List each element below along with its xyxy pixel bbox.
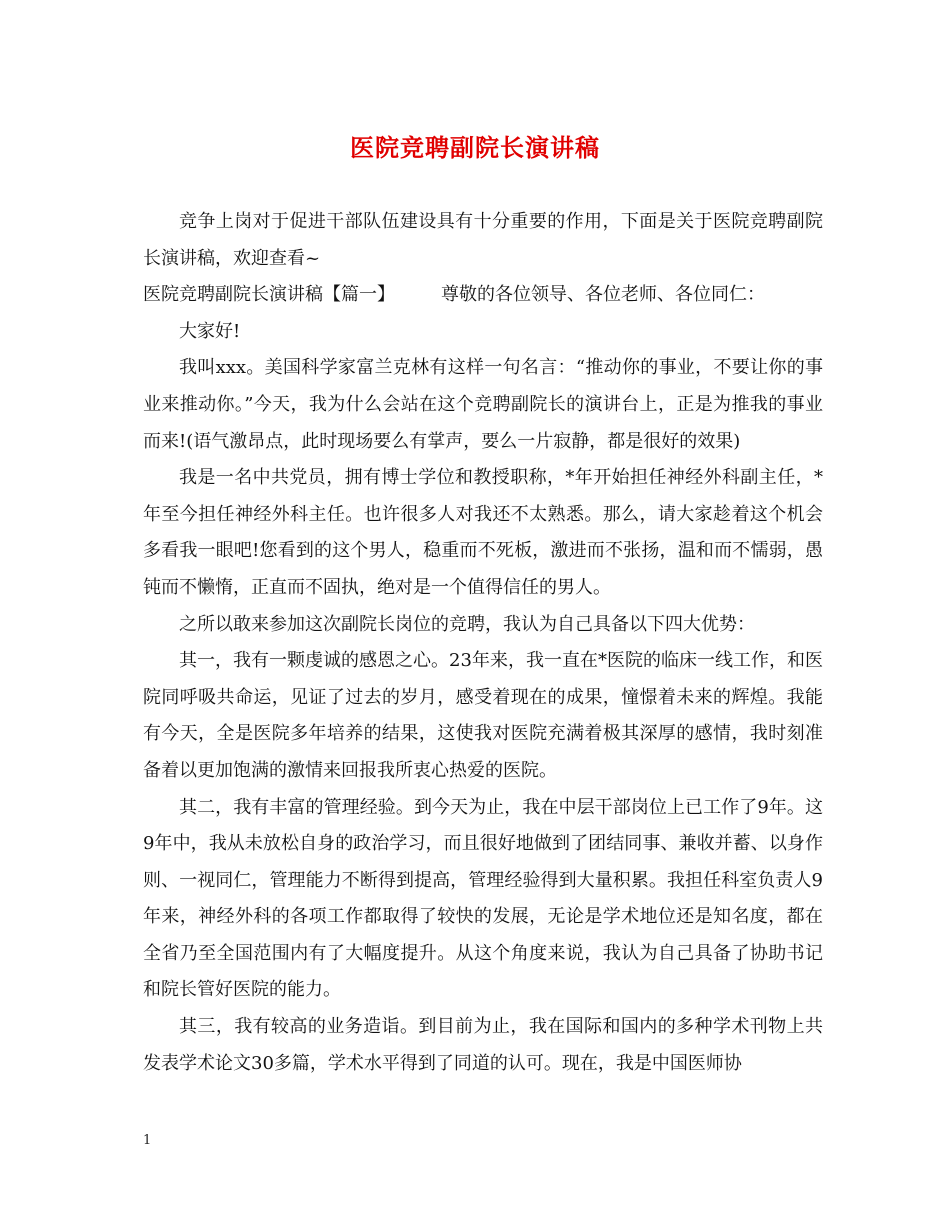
paragraph-introduction: 我叫xxx。美国科学家富兰克林有这样一句名言：“推动你的事业，不要让你的事业来推动你。”今天，我为什么会站在这个竞聘副院长的演讲台上，正是为推我的事业而来!(语气激昂点，此时现场要么有掌声，要么一片寂静，都是很好的效果) [143,357,823,452]
paragraph-advantage-one: 其一，我有一颗虔诚的感恩之心。23年来，我一直在*医院的临床一线工作，和医院同呼吸共命运，见证了过去的岁月，感受着现在的成果，憧憬着未来的辉煌。我能有今天，全是医院多年培养的结果，这使我对医院充满着极其深厚的感情，我时刻准备着以更加饱满的激情来回报我所衷心热爱的医院。 [143,650,823,781]
document-title: 医院竞聘副院长演讲稿 [350,133,600,162]
section-heading: 医院竞聘副院长演讲稿【篇一】 [143,284,395,306]
salutation: 尊敬的各位领导、各位老师、各位同仁： [441,284,765,306]
intro-paragraph: 竞争上岗对于促进干部队伍建设具有十分重要的作用，下面是关于医院竞聘副院长演讲稿，欢迎查看~ [143,211,823,269]
paragraph-background: 我是一名中共党员，拥有博士学位和教授职称，*年开始担任神经外科副主任，*年至今担任神经外科主任。也许很多人对我还不太熟悉。那么，请大家趁着这个机会多看我一眼吧!您看到的这个男人，稳重而不死板，激进而不张扬，温和而不懦弱，愚钝而不懒惰，正直而不固执，绝对是一个值得信任的男人。 [143,467,823,598]
paragraph-advantages: 之所以敢来参加这次副院长岗位的竞聘，我认为自己具备以下四大优势： [179,613,755,635]
page-number: 1 [143,1133,152,1148]
section-heading-line [143,277,823,314]
paragraph-greeting: 大家好! [179,320,241,342]
paragraph-advantage-three: 其三，我有较高的业务造诣。到目前为止，我在国际和国内的多种学术刊物上共发表学术论文30多篇，学术水平得到了同道的认可。现在，我是中国医师协 [143,1016,823,1074]
paragraph-advantage-two: 其二，我有丰富的管理经验。到今天为止，我在中层干部岗位上已工作了9年。这9年中，我从未放松自身的政治学习，而且很好地做到了团结同事、兼收并蓄、以身作则、一视同仁，管理能力不断得到提高，管理经验得到大量积累。我担任科室负责人9年来，神经外科的各项工作都取得了较快的发展，无论是学术地位还是知名度，都在全省乃至全国范围内有了大幅度提升。从这个角度来说，我认为自己具备了协助书记和院长管好医院的能力。 [143,796,823,1001]
document-body [143,204,823,1082]
